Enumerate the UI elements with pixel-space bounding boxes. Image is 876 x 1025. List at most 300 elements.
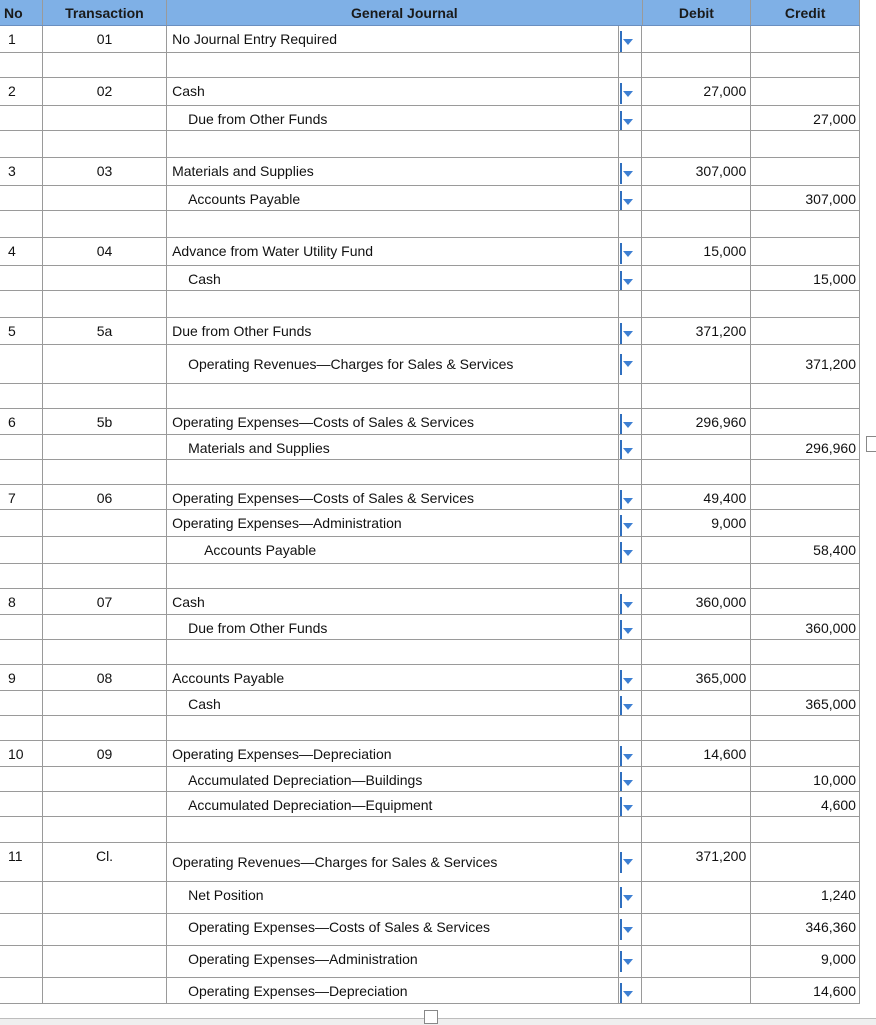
dropdown-arrow-icon[interactable] bbox=[620, 542, 633, 563]
header-debit: Debit bbox=[643, 0, 752, 25]
account-name: Operating Revenues—Charges for Sales & Services bbox=[172, 854, 498, 870]
dropdown-cell bbox=[619, 485, 642, 509]
journal-row bbox=[0, 238, 860, 266]
account-name: Operating Expenses—Depreciation bbox=[172, 746, 392, 762]
row-number: 5 bbox=[0, 318, 43, 344]
credit-input[interactable] bbox=[751, 238, 860, 265]
debit-input[interactable]: 371,200 bbox=[642, 318, 751, 344]
debit-input[interactable]: 14,600 bbox=[642, 741, 751, 766]
account-name: Cash bbox=[172, 594, 205, 610]
account-select[interactable] bbox=[167, 106, 619, 130]
journal-row bbox=[0, 78, 860, 106]
dropdown-arrow-icon[interactable] bbox=[620, 243, 633, 264]
debit-input[interactable] bbox=[642, 767, 751, 791]
credit-input[interactable] bbox=[751, 589, 860, 614]
account-select[interactable] bbox=[167, 318, 619, 344]
row-number bbox=[0, 460, 43, 484]
dropdown-cell bbox=[619, 384, 642, 408]
debit-input[interactable]: 49,400 bbox=[642, 485, 751, 509]
account-select[interactable] bbox=[167, 615, 619, 639]
journal-row bbox=[0, 345, 860, 384]
journal-row bbox=[0, 767, 860, 792]
credit-input[interactable]: 360,000 bbox=[751, 615, 860, 639]
row-number bbox=[0, 817, 43, 842]
dropdown-cell bbox=[619, 131, 642, 157]
journal-row bbox=[0, 158, 860, 186]
dropdown-cell bbox=[619, 640, 642, 664]
transaction-id bbox=[43, 53, 167, 77]
account-select[interactable] bbox=[167, 691, 619, 715]
debit-input[interactable]: 27,000 bbox=[642, 78, 751, 105]
account-select[interactable] bbox=[167, 589, 619, 614]
journal-row bbox=[0, 615, 860, 640]
credit-input[interactable] bbox=[751, 741, 860, 766]
dropdown-arrow-icon[interactable] bbox=[620, 852, 633, 873]
debit-input[interactable] bbox=[642, 882, 751, 913]
account-select[interactable] bbox=[167, 485, 619, 509]
journal-row bbox=[0, 741, 860, 767]
account-name: Due from Other Funds bbox=[172, 323, 312, 339]
credit-input[interactable]: 296,960 bbox=[751, 435, 860, 459]
journal-row bbox=[0, 882, 860, 914]
transaction-id bbox=[43, 640, 167, 664]
transaction-id: 02 bbox=[43, 78, 167, 105]
transaction-id bbox=[43, 345, 167, 383]
transaction-id: 04 bbox=[43, 238, 167, 265]
journal-row bbox=[0, 106, 860, 131]
account-select[interactable] bbox=[167, 843, 619, 881]
account-name: Due from Other Funds bbox=[188, 620, 328, 636]
transaction-id bbox=[43, 946, 167, 977]
account-select bbox=[167, 211, 619, 237]
debit-input bbox=[642, 211, 751, 237]
dropdown-arrow-icon[interactable] bbox=[620, 983, 633, 1003]
credit-input[interactable]: 371,200 bbox=[751, 345, 860, 383]
debit-input[interactable] bbox=[642, 345, 751, 383]
transaction-id: 09 bbox=[43, 741, 167, 766]
account-name: Accounts Payable bbox=[172, 670, 285, 686]
dropdown-cell bbox=[619, 53, 642, 77]
row-number bbox=[0, 435, 43, 459]
dropdown-cell bbox=[619, 564, 642, 588]
debit-input[interactable]: 9,000 bbox=[642, 510, 751, 536]
credit-input bbox=[751, 564, 860, 588]
row-number bbox=[0, 615, 43, 639]
account-name: Accounts Payable bbox=[204, 542, 317, 558]
debit-input bbox=[642, 460, 751, 484]
account-name: Materials and Supplies bbox=[188, 440, 330, 456]
account-select bbox=[167, 716, 619, 740]
account-select[interactable] bbox=[167, 345, 619, 383]
dropdown-arrow-icon[interactable] bbox=[620, 83, 633, 104]
row-number: 2 bbox=[0, 78, 43, 105]
transaction-id: 06 bbox=[43, 485, 167, 509]
account-name: Cash bbox=[188, 271, 221, 287]
header-credit: Credit bbox=[751, 0, 860, 25]
transaction-id bbox=[43, 817, 167, 842]
credit-input[interactable]: 4,600 bbox=[751, 792, 860, 816]
credit-input[interactable] bbox=[751, 485, 860, 509]
journal-row bbox=[0, 435, 860, 460]
dropdown-cell bbox=[619, 615, 642, 639]
debit-input bbox=[642, 384, 751, 408]
row-number bbox=[0, 537, 43, 563]
credit-input[interactable]: 9,000 bbox=[751, 946, 860, 977]
transaction-id bbox=[43, 510, 167, 536]
dropdown-cell bbox=[619, 435, 642, 459]
dropdown-cell bbox=[619, 741, 642, 766]
credit-input[interactable]: 1,240 bbox=[751, 882, 860, 913]
transaction-id: 07 bbox=[43, 589, 167, 614]
account-name: Operating Expenses—Administration bbox=[172, 515, 402, 531]
credit-input[interactable]: 307,000 bbox=[751, 186, 860, 210]
dropdown-cell bbox=[619, 266, 642, 290]
debit-input[interactable]: 307,000 bbox=[642, 158, 751, 185]
row-number: 10 bbox=[0, 741, 43, 766]
account-name: Accumulated Depreciation—Buildings bbox=[188, 772, 423, 788]
account-select[interactable] bbox=[167, 665, 619, 690]
dropdown-cell bbox=[619, 665, 642, 690]
dropdown-arrow-icon[interactable] bbox=[620, 951, 633, 972]
blank-row bbox=[0, 211, 860, 238]
dropdown-arrow-icon[interactable] bbox=[620, 772, 633, 791]
debit-input[interactable] bbox=[642, 978, 751, 1003]
account-select[interactable] bbox=[167, 792, 619, 816]
blank-row bbox=[0, 53, 860, 78]
credit-input[interactable]: 27,000 bbox=[751, 106, 860, 130]
account-select[interactable] bbox=[167, 946, 619, 977]
dropdown-cell bbox=[619, 978, 642, 1003]
dropdown-cell bbox=[619, 460, 642, 484]
account-select[interactable] bbox=[167, 409, 619, 434]
journal-row bbox=[0, 26, 860, 53]
row-number: 4 bbox=[0, 238, 43, 265]
transaction-id bbox=[43, 716, 167, 740]
dropdown-cell bbox=[619, 691, 642, 715]
account-select bbox=[167, 53, 619, 77]
debit-input[interactable] bbox=[642, 914, 751, 945]
row-number bbox=[0, 345, 43, 383]
header-transaction: Transaction bbox=[43, 0, 167, 25]
blank-row bbox=[0, 384, 860, 409]
transaction-id bbox=[43, 914, 167, 945]
row-number bbox=[0, 914, 43, 945]
row-number: 11 bbox=[0, 843, 43, 881]
credit-input[interactable]: 15,000 bbox=[751, 266, 860, 290]
credit-input bbox=[751, 131, 860, 157]
dropdown-cell bbox=[619, 537, 642, 563]
blank-row bbox=[0, 291, 860, 318]
account-select[interactable] bbox=[167, 510, 619, 536]
transaction-id bbox=[43, 211, 167, 237]
account-select[interactable] bbox=[167, 435, 619, 459]
journal-row bbox=[0, 946, 860, 978]
credit-input bbox=[751, 291, 860, 317]
dropdown-cell bbox=[619, 158, 642, 185]
credit-input bbox=[751, 460, 860, 484]
dropdown-arrow-icon[interactable] bbox=[620, 323, 633, 344]
account-name: Due from Other Funds bbox=[188, 111, 328, 127]
transaction-id bbox=[43, 460, 167, 484]
transaction-id bbox=[43, 615, 167, 639]
transaction-id bbox=[43, 882, 167, 913]
journal-row bbox=[0, 409, 860, 435]
account-name: Operating Expenses—Costs of Sales & Services bbox=[172, 414, 475, 430]
debit-input[interactable]: 296,960 bbox=[642, 409, 751, 434]
dropdown-arrow-icon[interactable] bbox=[620, 887, 633, 908]
transaction-id bbox=[43, 186, 167, 210]
dropdown-cell bbox=[619, 409, 642, 434]
credit-input bbox=[751, 211, 860, 237]
dropdown-arrow-icon[interactable] bbox=[620, 354, 633, 375]
account-name: Operating Expenses—Administration bbox=[188, 951, 418, 967]
account-select[interactable] bbox=[167, 78, 619, 105]
credit-input[interactable]: 58,400 bbox=[751, 537, 860, 563]
dropdown-cell bbox=[619, 914, 642, 945]
credit-input[interactable]: 346,360 bbox=[751, 914, 860, 945]
account-select[interactable] bbox=[167, 741, 619, 766]
dropdown-cell bbox=[619, 716, 642, 740]
debit-input[interactable]: 365,000 bbox=[642, 665, 751, 690]
debit-input[interactable] bbox=[642, 537, 751, 563]
account-select[interactable] bbox=[167, 26, 619, 52]
account-select bbox=[167, 564, 619, 588]
debit-input bbox=[642, 564, 751, 588]
row-number bbox=[0, 691, 43, 715]
credit-input[interactable]: 14,600 bbox=[751, 978, 860, 1003]
dropdown-cell bbox=[619, 291, 642, 317]
row-number bbox=[0, 131, 43, 157]
row-number bbox=[0, 186, 43, 210]
dropdown-cell bbox=[619, 946, 642, 977]
dropdown-arrow-icon[interactable] bbox=[620, 746, 633, 766]
account-select bbox=[167, 640, 619, 664]
account-name: Accounts Payable bbox=[188, 191, 301, 207]
account-select bbox=[167, 131, 619, 157]
credit-input[interactable] bbox=[751, 26, 860, 52]
dropdown-cell bbox=[619, 345, 642, 383]
dropdown-arrow-icon[interactable] bbox=[620, 490, 633, 509]
dropdown-cell bbox=[619, 843, 642, 881]
credit-input[interactable] bbox=[751, 158, 860, 185]
dropdown-cell bbox=[619, 238, 642, 265]
selection-handle[interactable] bbox=[424, 1010, 438, 1024]
row-number bbox=[0, 716, 43, 740]
row-number bbox=[0, 53, 43, 77]
debit-input bbox=[642, 817, 751, 842]
account-select bbox=[167, 291, 619, 317]
row-number: 8 bbox=[0, 589, 43, 614]
account-select[interactable] bbox=[167, 158, 619, 185]
transaction-id bbox=[43, 691, 167, 715]
debit-input[interactable] bbox=[642, 615, 751, 639]
blank-row bbox=[0, 817, 860, 843]
row-number bbox=[0, 882, 43, 913]
account-name: Cash bbox=[172, 83, 205, 99]
journal-row bbox=[0, 589, 860, 615]
debit-input bbox=[642, 131, 751, 157]
account-select[interactable] bbox=[167, 537, 619, 563]
credit-input[interactable] bbox=[751, 78, 860, 105]
dropdown-arrow-icon[interactable] bbox=[620, 111, 633, 130]
debit-input[interactable] bbox=[642, 266, 751, 290]
dropdown-cell bbox=[619, 817, 642, 842]
debit-input[interactable] bbox=[642, 435, 751, 459]
transaction-id: 5a bbox=[43, 318, 167, 344]
journal-row bbox=[0, 537, 860, 564]
credit-input[interactable] bbox=[751, 409, 860, 434]
account-select[interactable] bbox=[167, 914, 619, 945]
credit-input bbox=[751, 817, 860, 842]
credit-input[interactable] bbox=[751, 318, 860, 344]
dropdown-cell bbox=[619, 882, 642, 913]
debit-input[interactable] bbox=[642, 26, 751, 52]
transaction-id: 03 bbox=[43, 158, 167, 185]
dropdown-arrow-icon[interactable] bbox=[620, 515, 633, 536]
account-name: Operating Revenues—Charges for Sales & Services bbox=[188, 356, 514, 372]
debit-input[interactable] bbox=[642, 792, 751, 816]
account-select[interactable] bbox=[167, 238, 619, 265]
transaction-id: 08 bbox=[43, 665, 167, 690]
blank-row bbox=[0, 640, 860, 665]
blank-row bbox=[0, 131, 860, 158]
dropdown-arrow-icon[interactable] bbox=[620, 191, 633, 210]
credit-input bbox=[751, 640, 860, 664]
dropdown-arrow-icon[interactable] bbox=[620, 696, 633, 715]
account-select bbox=[167, 460, 619, 484]
debit-input[interactable] bbox=[642, 186, 751, 210]
dropdown-arrow-icon[interactable] bbox=[620, 620, 633, 639]
credit-input[interactable] bbox=[751, 843, 860, 881]
row-number bbox=[0, 792, 43, 816]
journal-row bbox=[0, 691, 860, 716]
journal-row bbox=[0, 792, 860, 817]
row-number bbox=[0, 946, 43, 977]
account-name: Advance from Water Utility Fund bbox=[172, 243, 374, 259]
debit-input bbox=[642, 291, 751, 317]
debit-input[interactable] bbox=[642, 691, 751, 715]
dropdown-cell bbox=[619, 78, 642, 105]
journal-row bbox=[0, 186, 860, 211]
debit-input bbox=[642, 640, 751, 664]
blank-row bbox=[0, 716, 860, 741]
credit-input bbox=[751, 716, 860, 740]
account-select[interactable] bbox=[167, 266, 619, 290]
row-number bbox=[0, 564, 43, 588]
dropdown-arrow-icon[interactable] bbox=[620, 163, 633, 184]
account-name: Materials and Supplies bbox=[172, 163, 314, 179]
dropdown-arrow-icon[interactable] bbox=[620, 797, 633, 816]
blank-row bbox=[0, 460, 860, 485]
debit-input[interactable] bbox=[642, 106, 751, 130]
account-name: Operating Expenses—Costs of Sales & Services bbox=[172, 490, 475, 506]
dropdown-arrow-icon[interactable] bbox=[620, 594, 633, 614]
credit-input bbox=[751, 384, 860, 408]
row-number: 7 bbox=[0, 485, 43, 509]
dropdown-arrow-icon[interactable] bbox=[620, 440, 633, 459]
journal-row bbox=[0, 978, 860, 1004]
transaction-id bbox=[43, 537, 167, 563]
debit-input[interactable] bbox=[642, 946, 751, 977]
account-select[interactable] bbox=[167, 767, 619, 791]
transaction-id bbox=[43, 384, 167, 408]
dropdown-arrow-icon[interactable] bbox=[620, 919, 633, 940]
transaction-id bbox=[43, 792, 167, 816]
account-name: No Journal Entry Required bbox=[172, 31, 338, 47]
dropdown-cell bbox=[619, 792, 642, 816]
account-name: Cash bbox=[188, 696, 221, 712]
dropdown-cell bbox=[619, 510, 642, 536]
header-general-journal: General Journal bbox=[167, 0, 643, 25]
account-select[interactable] bbox=[167, 978, 619, 1003]
journal-row bbox=[0, 510, 860, 537]
dropdown-cell bbox=[619, 186, 642, 210]
row-number: 9 bbox=[0, 665, 43, 690]
journal-rows bbox=[0, 26, 860, 1004]
row-number: 1 bbox=[0, 26, 43, 52]
header-no: No bbox=[0, 0, 43, 25]
credit-input[interactable] bbox=[751, 665, 860, 690]
transaction-id bbox=[43, 564, 167, 588]
transaction-id bbox=[43, 767, 167, 791]
transaction-id: 01 bbox=[43, 26, 167, 52]
debit-input[interactable]: 360,000 bbox=[642, 589, 751, 614]
account-select[interactable] bbox=[167, 882, 619, 913]
account-name: Operating Expenses—Costs of Sales & Services bbox=[188, 919, 491, 935]
row-number bbox=[0, 384, 43, 408]
row-number bbox=[0, 510, 43, 536]
column-resize-handle[interactable] bbox=[866, 436, 876, 452]
row-number: 6 bbox=[0, 409, 43, 434]
credit-input[interactable] bbox=[751, 510, 860, 536]
row-number bbox=[0, 640, 43, 664]
row-number bbox=[0, 767, 43, 791]
transaction-id: 5b bbox=[43, 409, 167, 434]
account-select bbox=[167, 384, 619, 408]
account-select bbox=[167, 817, 619, 842]
journal-row bbox=[0, 485, 860, 510]
dropdown-cell bbox=[619, 767, 642, 791]
dropdown-arrow-icon[interactable] bbox=[620, 31, 633, 52]
transaction-id bbox=[43, 131, 167, 157]
credit-input[interactable]: 365,000 bbox=[751, 691, 860, 715]
debit-input[interactable]: 15,000 bbox=[642, 238, 751, 265]
row-number bbox=[0, 211, 43, 237]
header-row bbox=[0, 0, 860, 26]
dropdown-cell bbox=[619, 106, 642, 130]
account-select[interactable] bbox=[167, 186, 619, 210]
debit-input[interactable]: 371,200 bbox=[642, 843, 751, 881]
transaction-id bbox=[43, 291, 167, 317]
transaction-id bbox=[43, 266, 167, 290]
dropdown-cell bbox=[619, 318, 642, 344]
journal-row bbox=[0, 318, 860, 345]
transaction-id bbox=[43, 435, 167, 459]
dropdown-arrow-icon[interactable] bbox=[620, 670, 633, 690]
row-number bbox=[0, 291, 43, 317]
row-number bbox=[0, 266, 43, 290]
account-name: Net Position bbox=[188, 887, 264, 903]
dropdown-arrow-icon[interactable] bbox=[620, 414, 633, 434]
dropdown-arrow-icon[interactable] bbox=[620, 271, 633, 290]
blank-row bbox=[0, 564, 860, 589]
credit-input[interactable]: 10,000 bbox=[751, 767, 860, 791]
transaction-id bbox=[43, 978, 167, 1003]
journal-row bbox=[0, 914, 860, 946]
account-name: Accumulated Depreciation—Equipment bbox=[188, 797, 433, 813]
debit-input bbox=[642, 53, 751, 77]
account-name: Operating Expenses—Depreciation bbox=[188, 983, 408, 999]
